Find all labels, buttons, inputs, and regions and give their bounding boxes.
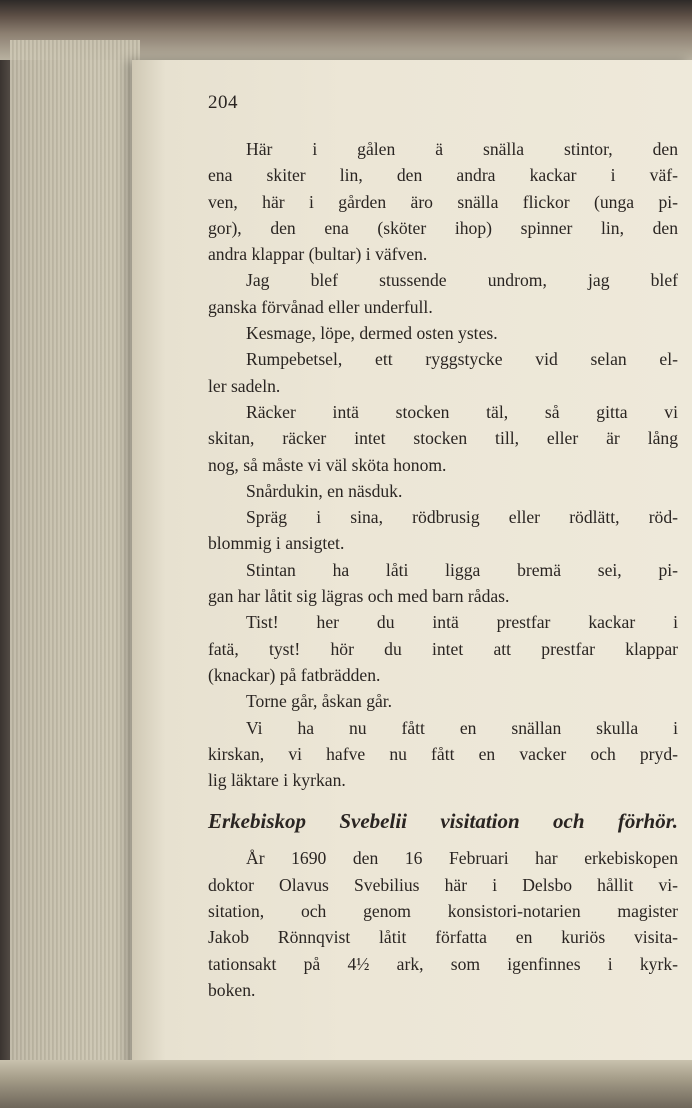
text-line: kirskan, vi hafve nu fått en vacker och pryd-	[208, 743, 678, 764]
text-line: Rumpebetsel, ett ryggstycke vid selan el-	[246, 349, 678, 370]
text-line: Kesmage, löpe, dermed osten ystes.	[246, 323, 498, 344]
text-line: skitan, räcker intet stocken till, eller är lång	[208, 428, 678, 449]
text-line: Torne går, åskan går.	[246, 691, 393, 712]
text-line: År 1690 den 16 Februari har erkebiskopen	[246, 848, 678, 869]
book-bottom-edge	[0, 1060, 692, 1108]
text-line: gan har låtit sig lägras och med barn rådas.	[208, 586, 510, 607]
text-line: lig läktare i kyrkan.	[208, 770, 346, 791]
text-line: ven, här i gården äro snälla flickor (unga pi-	[208, 191, 678, 212]
text-line: andra klappar (bultar) i väfven.	[208, 244, 428, 265]
text-line: Vi ha nu fått en snällan skulla i	[246, 717, 678, 738]
text-line: boken.	[208, 979, 256, 1000]
text-line: blommig i ansigtet.	[208, 533, 345, 554]
text-line: doktor Olavus Svebilius här i Delsbo hållit vi-	[208, 874, 678, 895]
text-line: ler sadeln.	[208, 375, 281, 396]
text-line: Här i gålen ä snälla stintor, den	[246, 139, 678, 159]
text-line: (knackar) på fatbrädden.	[208, 664, 381, 685]
page-number: 204	[208, 92, 238, 113]
text-block	[208, 136, 678, 1003]
text-line: gor), den ena (sköter ihop) spinner lin, den	[208, 217, 678, 238]
text-line: sitation, och genom konsistori-notarien magister	[208, 901, 678, 922]
text-line: Jag blef stussende undrom, jag blef	[246, 270, 678, 291]
text-line: ena skiter lin, den andra kackar i väf-	[208, 165, 678, 186]
text-line: tationsakt på 4½ ark, som igenfinnes i kyrk-	[208, 953, 678, 974]
text-line: Tist! her du intä prestfar kackar i	[246, 612, 678, 633]
text-line: Stintan ha låti ligga bremä sei, pi-	[246, 559, 678, 580]
text-line: Räcker intä stocken täl, så gitta vi	[246, 401, 678, 422]
text-line: ganska förvånad eller underfull.	[208, 296, 433, 317]
text-line: Jakob Rönnqvist låtit författa en kuriös visita-	[208, 927, 678, 948]
text-line: Spräg i sina, rödbrusig eller rödlätt, röd-	[246, 507, 678, 528]
text-line: Snårdukin, en näsduk.	[246, 480, 403, 501]
page-stack-edge	[10, 40, 140, 1070]
section-heading: Erkebiskop Svebelii visitation och förhör.	[208, 809, 678, 834]
text-line: nog, så måste vi väl sköta honom.	[208, 454, 447, 475]
text-line: fatä, tyst! hör du intet att prestfar klappar	[208, 638, 678, 659]
